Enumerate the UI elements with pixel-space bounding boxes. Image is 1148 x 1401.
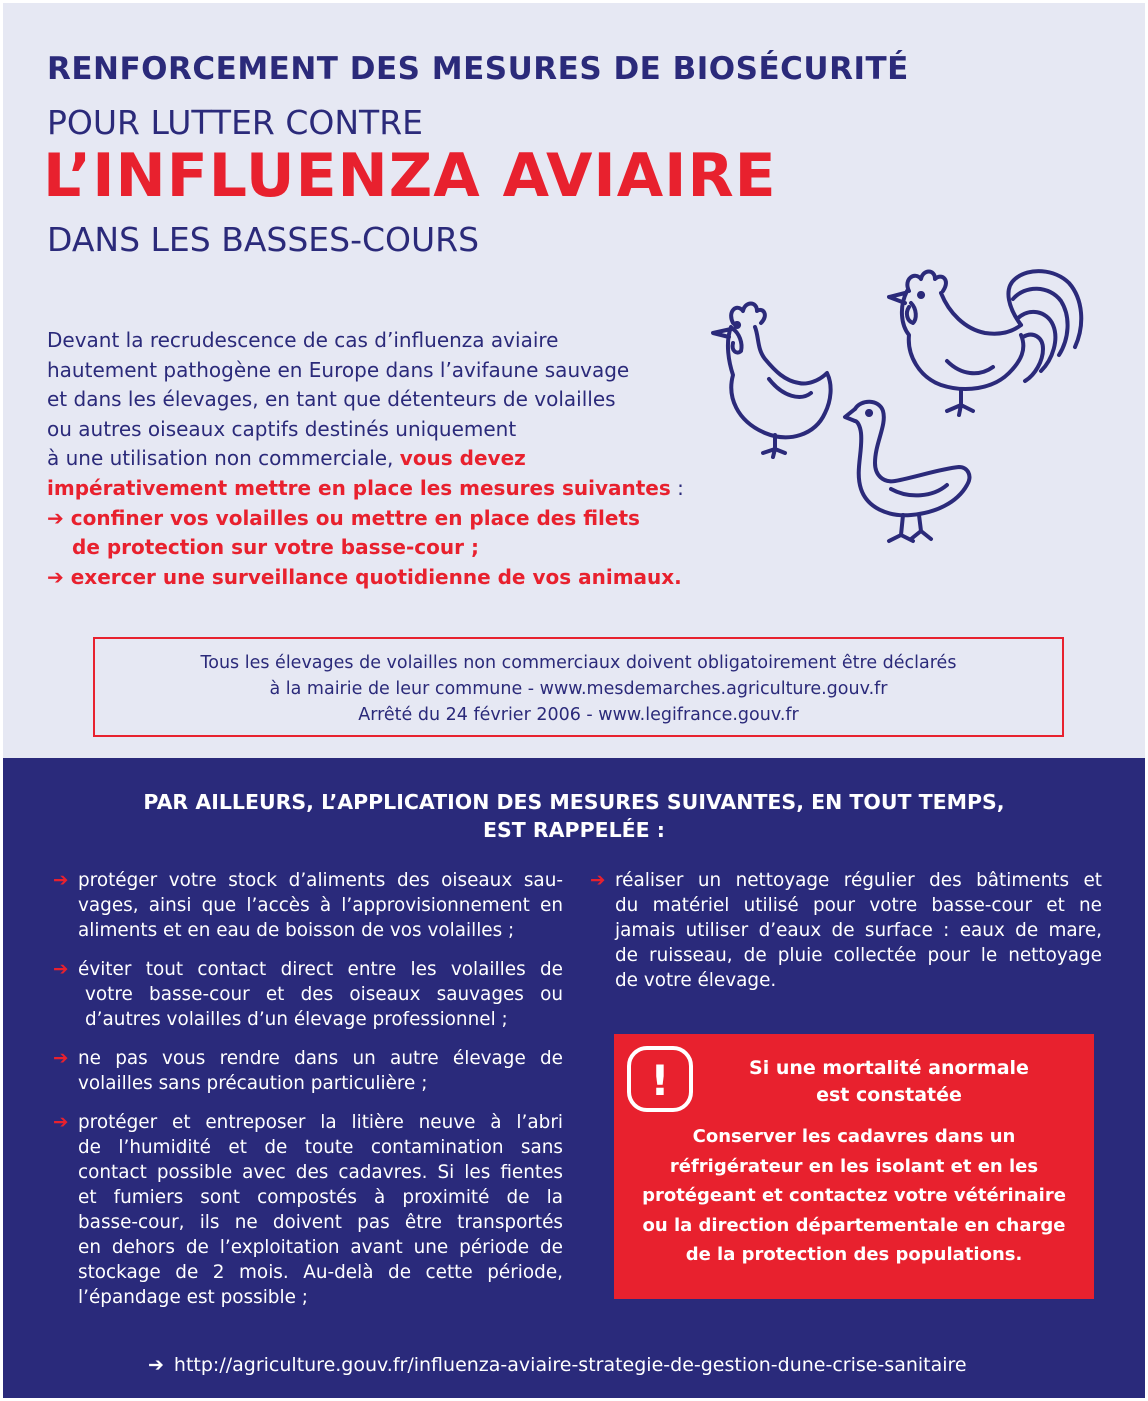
bottom-panel xyxy=(3,758,1145,1398)
intro-line xyxy=(47,474,697,504)
item-line: et fumiers sont compostés à proximité de la xyxy=(78,1187,563,1208)
measures-left-column xyxy=(53,868,563,1324)
item-line: contact possible avec des cadavres. Si les fientes xyxy=(78,1162,563,1183)
warning-glyph: ! xyxy=(650,1056,670,1105)
heading-line: PAR AILLEURS, L’APPLICATION DES MESURES SUIVANTES, EN TOUT TEMPS, xyxy=(143,790,1005,814)
item-line: vages, ainsi que l’accès à l’approvisionnement en xyxy=(78,895,563,916)
alert-body-line: Conserver les cadavres dans un xyxy=(692,1126,1016,1147)
measure-item xyxy=(53,868,563,943)
notice-line: à la mairie de leur commune - www.mesdemarches.agriculture.gouv.fr xyxy=(269,679,888,699)
item-line: l’épandage est possible ; xyxy=(78,1287,308,1308)
measure-item xyxy=(53,1110,563,1310)
mortality-alert-box xyxy=(614,1034,1094,1299)
hen-icon xyxy=(713,304,831,458)
item-line: protéger et entreposer la litière neuve à l’abri xyxy=(78,1112,563,1133)
intro-bullet-1 xyxy=(47,504,697,534)
item-line: votre basse-cour et des oiseaux sauvages ou xyxy=(85,984,563,1005)
intro-paragraph xyxy=(47,326,697,592)
intro-emphasis: vous devez xyxy=(399,446,526,471)
top-panel xyxy=(3,3,1145,758)
item-line: de votre élevage. xyxy=(615,970,777,991)
item-line: protéger votre stock d’aliments des oiseaux sau- xyxy=(78,870,563,891)
title-line-1: RENFORCEMENT DES MESURES DE BIOSÉCURITÉ xyxy=(47,51,909,87)
item-line: éviter tout contact direct entre les volailles de xyxy=(78,959,563,980)
intro-bullet-1-cont: de protection sur votre basse-cour ; xyxy=(72,535,479,560)
intro-bullet-2 xyxy=(47,563,697,593)
alert-title xyxy=(682,1055,1096,1109)
measure-item xyxy=(53,957,563,1032)
item-line: d’autres volailles d’un élevage professionnel ; xyxy=(85,1009,508,1030)
measure-item xyxy=(590,868,1102,993)
title-line-4: DANS LES BASSES-COURS xyxy=(47,220,480,259)
title-main: L’INFLUENZA AVIAIRE xyxy=(43,141,777,211)
declaration-notice xyxy=(93,637,1064,737)
arrow-icon: ➔ xyxy=(53,1112,69,1133)
intro-line: Devant la recrudescence de cas d’influenza aviaire xyxy=(47,328,559,352)
alert-title-line: Si une mortalité anormale xyxy=(749,1057,1029,1079)
rooster-icon xyxy=(889,271,1081,415)
arrow-icon: ➔ xyxy=(53,1048,69,1069)
heading-line: EST RAPPELÉE : xyxy=(483,818,665,842)
notice-line: Arrêté du 24 février 2006 - www.legifrance.gouv.fr xyxy=(358,705,799,725)
arrow-icon: ➔ xyxy=(53,959,69,980)
arrow-icon: ➔ xyxy=(47,564,64,589)
intro-text: : xyxy=(670,475,684,500)
item-line: jamais utiliser d’eaux de surface : eaux de mare, xyxy=(615,920,1102,941)
notice-line: Tous les élevages de volailles non commerciaux doivent obligatoirement être déclarés xyxy=(200,653,957,673)
arrow-right-icon: ➔ xyxy=(148,1354,164,1376)
bullet-text: confiner vos volailles ou mettre en place des filets xyxy=(70,505,640,530)
intro-line: ou autres oiseaux captifs destinés uniquement xyxy=(47,416,517,441)
footer-link[interactable] xyxy=(148,1354,967,1376)
item-line: basse-cour, ils ne doivent pas être transportés xyxy=(78,1212,563,1233)
item-line: ne pas vous rendre dans un autre élevage de xyxy=(78,1048,563,1069)
footer-url[interactable]: http://agriculture.gouv.fr/influenza-aviaire-strategie-de-gestion-dune-crise-sanitaire xyxy=(173,1354,967,1376)
arrow-icon: ➔ xyxy=(53,870,69,891)
item-line: aliments et en eau de boisson de vos volailles ; xyxy=(78,920,515,941)
alert-body-line: réfrigérateur en les isolant et en les xyxy=(669,1155,1039,1177)
item-line: volailles sans précaution particulière ; xyxy=(78,1073,428,1094)
goose-icon xyxy=(845,402,969,541)
item-line: en dehors de l’exploitation avant une période de xyxy=(78,1237,563,1258)
bullet-text: exercer une surveillance quotidienne de vos animaux. xyxy=(70,564,682,589)
arrow-icon: ➔ xyxy=(47,505,64,530)
alert-body xyxy=(614,1122,1094,1270)
alert-title-line: est constatée xyxy=(816,1084,962,1106)
arrow-icon: ➔ xyxy=(590,870,606,891)
intro-line: et dans les élevages, en tant que détenteurs de volailles xyxy=(47,387,616,412)
intro-line xyxy=(47,444,697,474)
alert-body-line: de la protection des populations. xyxy=(685,1244,1023,1265)
measure-item xyxy=(53,1046,563,1096)
alert-body-line: ou la direction départementale en charge xyxy=(642,1214,1066,1236)
intro-line: hautement pathogène en Europe dans l’avifaune sauvage xyxy=(47,357,630,382)
intro-emphasis: impérativement mettre en place les mesures suivantes xyxy=(47,475,671,500)
measures-right-column xyxy=(590,868,1102,1007)
item-line: de ruisseau, de pluie collectée pour le nettoyage xyxy=(615,945,1102,966)
alert-body-line: protégeant et contactez votre vétérinaire xyxy=(642,1185,1066,1206)
title-line-2: POUR LUTTER CONTRE xyxy=(47,103,423,142)
section-heading xyxy=(3,788,1145,844)
item-line: de l’humidité et de toute contamination sans xyxy=(78,1137,563,1158)
poultry-illustration xyxy=(703,263,1093,563)
intro-text: à une utilisation non commerciale, xyxy=(47,446,400,471)
item-line: du matériel utilisé pour votre basse-cour et ne xyxy=(615,895,1102,916)
item-line: réaliser un nettoyage régulier des bâtiments et xyxy=(615,870,1102,891)
item-line: stockage de 2 mois. Au-delà de cette période, xyxy=(78,1262,563,1283)
